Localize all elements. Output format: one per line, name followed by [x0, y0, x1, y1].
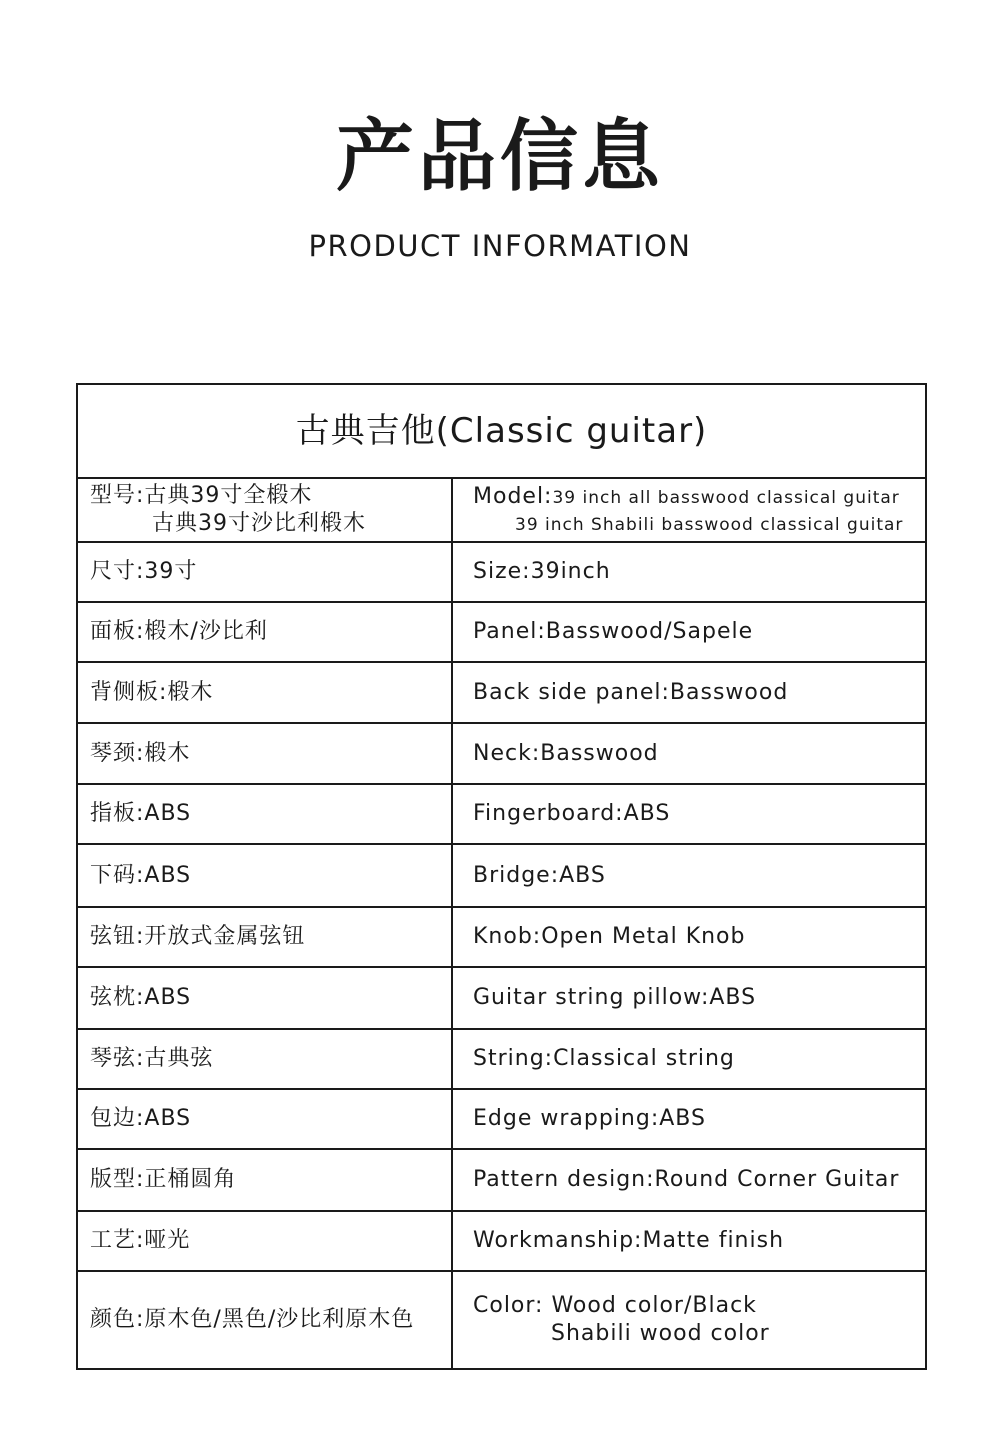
- model-en-cell: [452, 478, 926, 542]
- fingerboard-cn-cell: 指板:ABS: [77, 784, 452, 844]
- page-title: 产品信息: [335, 112, 664, 202]
- model-en-line2: 39 inch Shabili basswood classical guitar: [515, 514, 904, 535]
- model-cn-line2: 古典39寸沙比利椴木: [152, 511, 366, 536]
- table-row: [77, 967, 926, 1029]
- color-en-line2: Shabili wood color: [551, 1321, 770, 1346]
- table-row: [77, 478, 926, 542]
- pattern-cn-cell: 版型:正桶圆角: [77, 1149, 452, 1211]
- panel-cn-cell: 面板:椴木/沙比利: [77, 602, 452, 662]
- string-pillow-en-cell: Guitar string pillow:ABS: [452, 967, 926, 1029]
- neck-cn-cell: 琴颈:椴木: [77, 723, 452, 784]
- panel-en-cell: Panel:Basswood/Sapele: [452, 602, 926, 662]
- table-row: [77, 542, 926, 602]
- color-en-line1: Color: Wood color/Black: [473, 1293, 757, 1318]
- table-row: [77, 1029, 926, 1089]
- color-cn-cell: 颜色:原木色/黑色/沙比利原木色: [77, 1271, 452, 1369]
- back-side-en-cell: Back side panel:Basswood: [452, 662, 926, 723]
- model-cn-cell: [77, 478, 452, 542]
- table-row: [77, 662, 926, 723]
- table-caption-row: [77, 384, 926, 478]
- strings-en-cell: String:Classical string: [452, 1029, 926, 1089]
- workmanship-cn-cell: 工艺:哑光: [77, 1211, 452, 1271]
- strings-cn-cell: 琴弦:古典弦: [77, 1029, 452, 1089]
- table-row: [77, 1149, 926, 1211]
- size-en-cell: Size:39inch: [452, 542, 926, 602]
- edge-en-cell: Edge wrapping:ABS: [452, 1089, 926, 1149]
- table-caption: 古典吉他(Classic guitar): [77, 384, 926, 478]
- model-en-prefix: Model:: [473, 483, 553, 509]
- table-row: [77, 1271, 926, 1369]
- model-en-line1: 39 inch all basswood classical guitar: [552, 487, 900, 508]
- table-row: [77, 907, 926, 967]
- table-row: [77, 844, 926, 907]
- knob-en-cell: Knob:Open Metal Knob: [452, 907, 926, 967]
- table-row: [77, 723, 926, 784]
- knob-cn-cell: 弦钮:开放式金属弦钮: [77, 907, 452, 967]
- fingerboard-en-cell: Fingerboard:ABS: [452, 784, 926, 844]
- table-row: [77, 1089, 926, 1149]
- table-row: [77, 1211, 926, 1271]
- edge-cn-cell: 包边:ABS: [77, 1089, 452, 1149]
- color-en-cell: [452, 1271, 926, 1369]
- back-side-cn-cell: 背侧板:椴木: [77, 662, 452, 723]
- spec-table: [76, 383, 927, 1370]
- table-row: [77, 784, 926, 844]
- size-cn-cell: 尺寸:39寸: [77, 542, 452, 602]
- pattern-en-cell: Pattern design:Round Corner Guitar: [452, 1149, 926, 1211]
- neck-en-cell: Neck:Basswood: [452, 723, 926, 784]
- table-row: [77, 602, 926, 662]
- string-pillow-cn-cell: 弦枕:ABS: [77, 967, 452, 1029]
- bridge-en-cell: Bridge:ABS: [452, 844, 926, 907]
- bridge-cn-cell: 下码:ABS: [77, 844, 452, 907]
- page-subtitle: PRODUCT INFORMATION: [308, 229, 692, 263]
- workmanship-en-cell: Workmanship:Matte finish: [452, 1211, 926, 1271]
- model-cn-line1: 型号:古典39寸全椴木: [90, 483, 313, 508]
